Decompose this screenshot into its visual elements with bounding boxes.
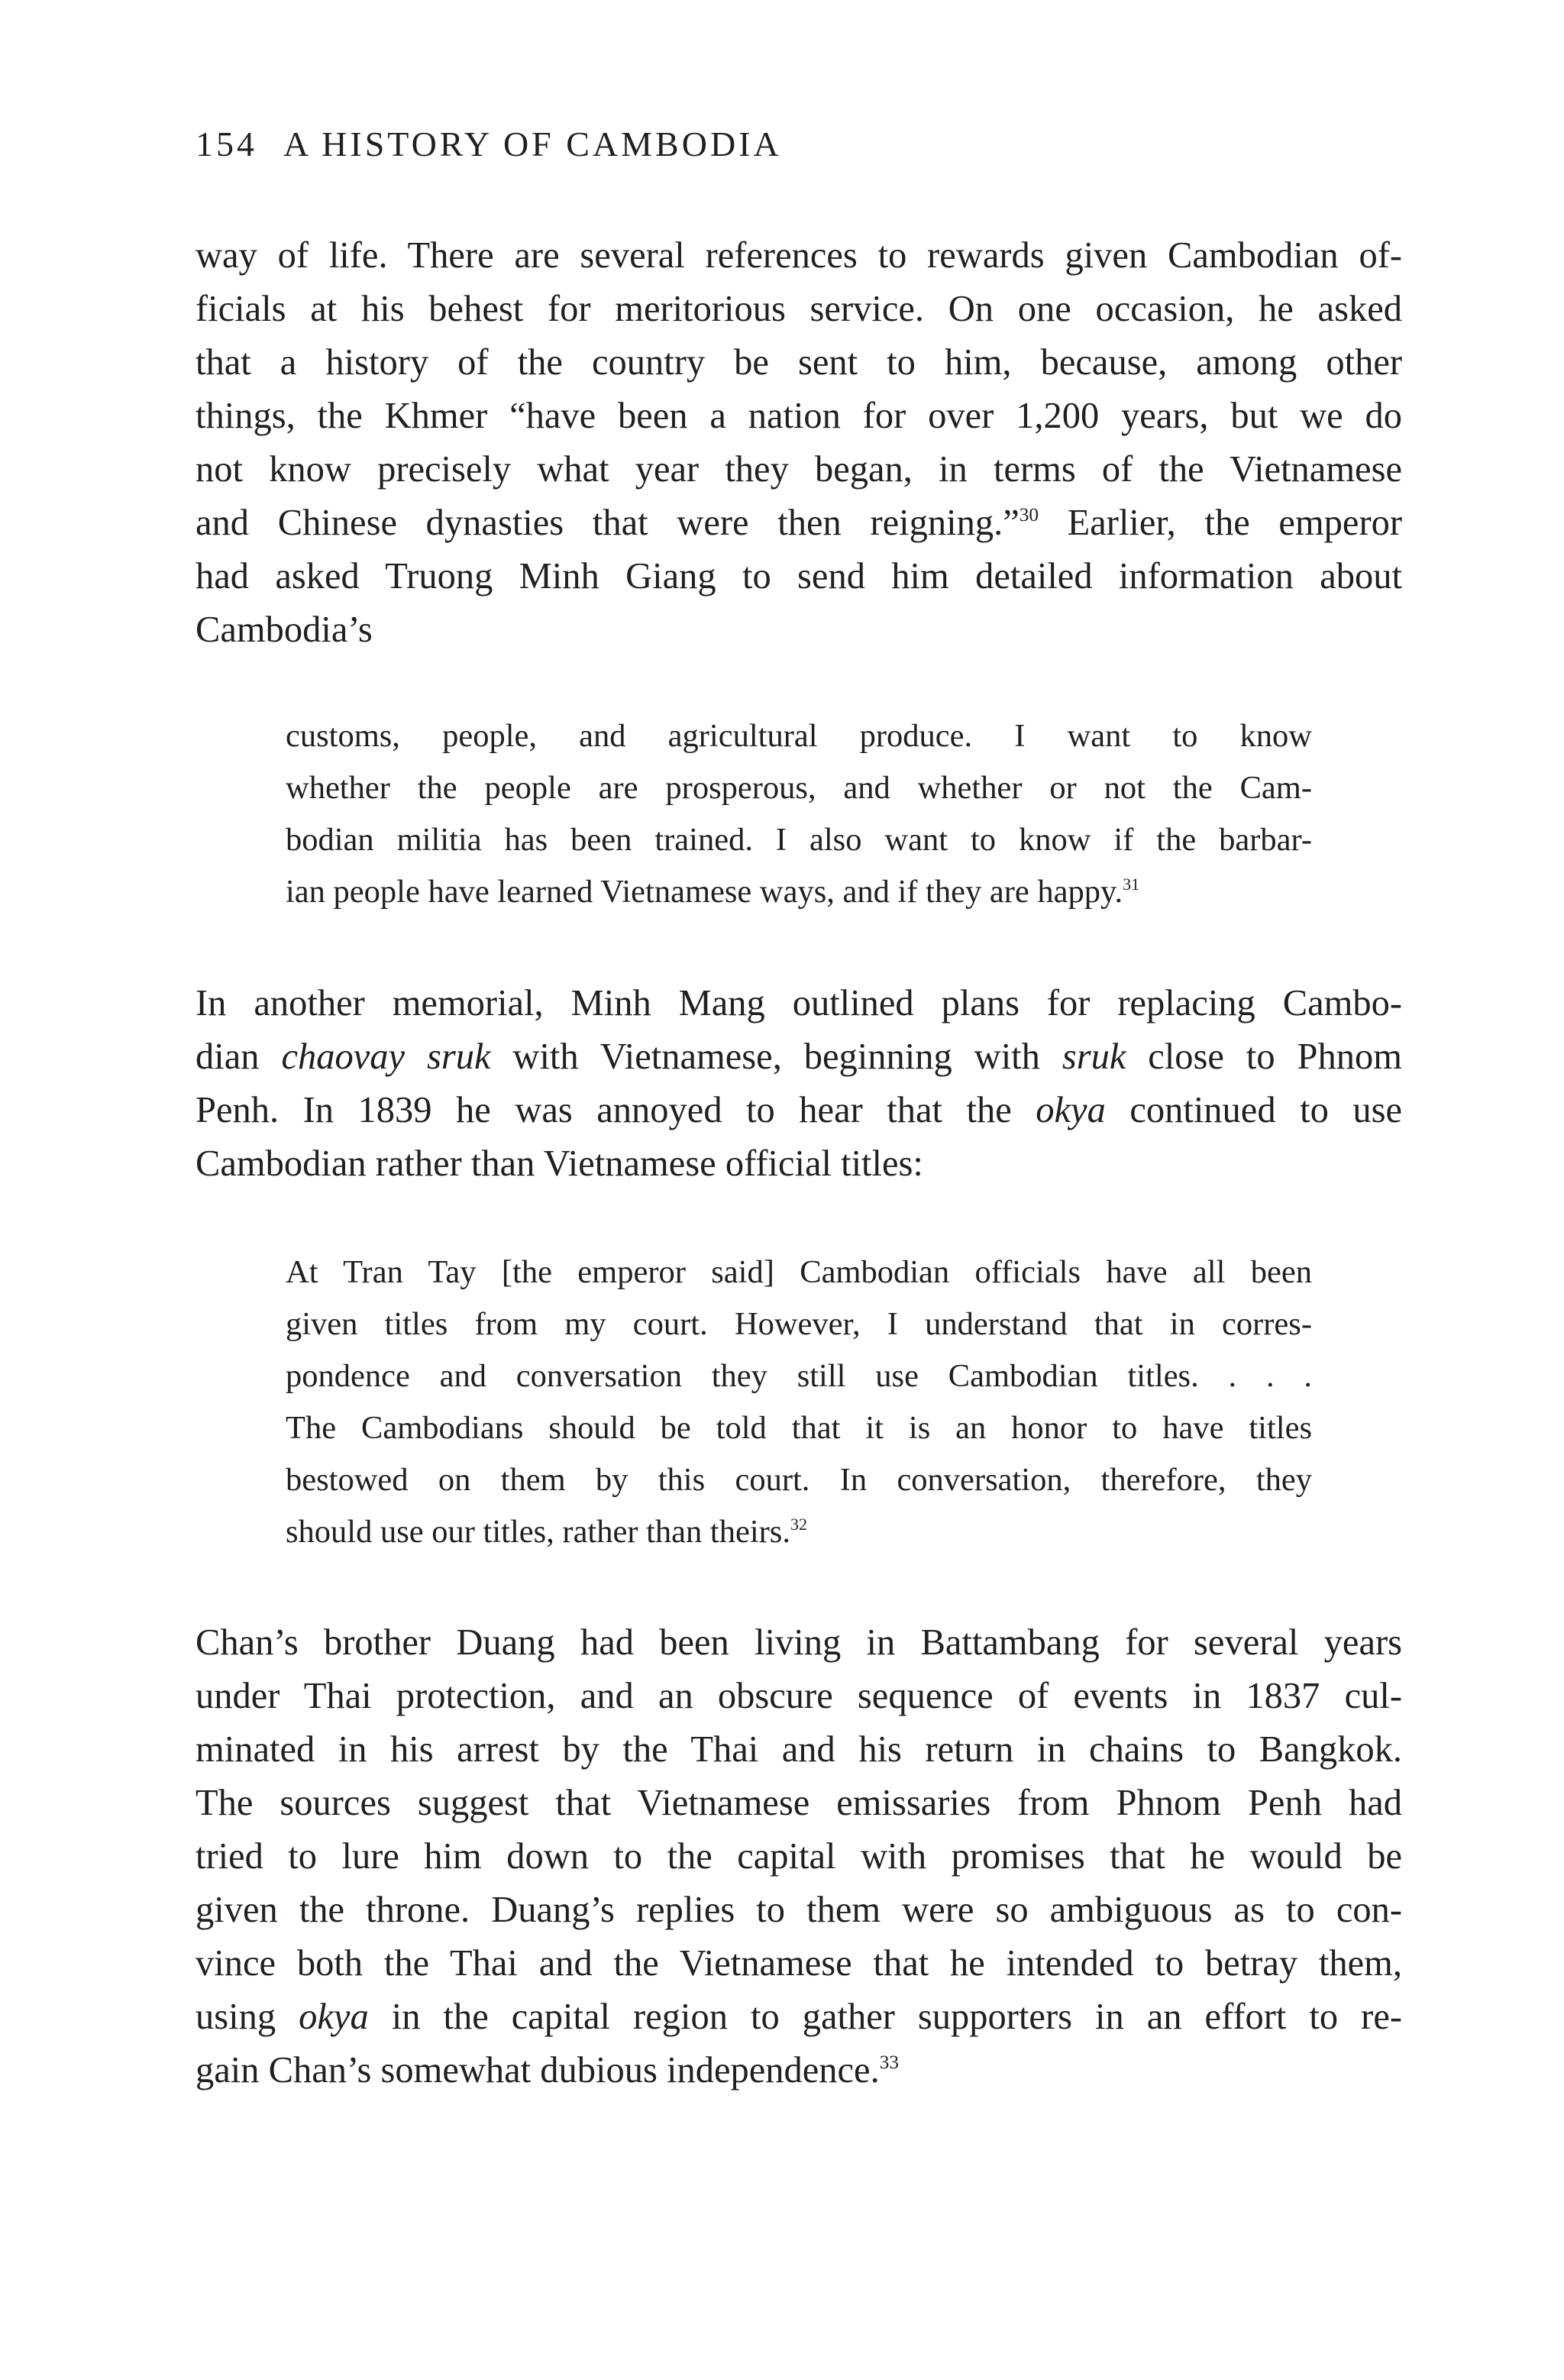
text-run: In another memorial, Minh Mang outlined plans for replacing Cambo- [196,983,1402,1023]
text-line [196,1670,1402,1723]
body-paragraph [196,977,1402,1191]
text-line [196,283,1402,336]
block-quote [286,710,1312,918]
text-run: Cambodian rather than Vietnamese official titles: [196,1143,923,1184]
text-run: that a history of the country be sent to him, because, among other [196,342,1402,383]
text-line [196,443,1402,496]
text-line [286,866,1312,918]
text-line [286,1402,1312,1454]
text-run: The Cambodians should be told that it is an honor to have titles [286,1410,1312,1446]
text-run: under Thai protection, and an obscure sequence of events in 1837 cul- [196,1676,1402,1716]
running-head [196,124,782,163]
text-run: bodian militia has been trained. I also want to know if the barbar- [286,822,1312,858]
text-run: vince both the Thai and the Vietnamese that he intended to betray them, [196,1943,1402,1984]
italic-term: okya [1036,1090,1106,1130]
text-line [286,710,1312,762]
text-run: things, the Khmer “have been a nation for over 1,200 years, but we do [196,396,1402,436]
body-paragraph [196,1616,1402,2097]
text-run: ficials at his behest for meritorious service. On one occasion, he asked [196,289,1402,329]
text-line [196,229,1402,283]
text-line [196,2044,1402,2097]
text-run: minated in his arrest by the Thai and his return in chains to Bangkok. [196,1729,1402,1770]
text-run: close to Phnom [1126,1036,1402,1077]
text-run: had asked Truong Minh Giang to send him detailed information about [196,556,1402,597]
text-line [196,977,1402,1030]
text-line [196,496,1402,550]
italic-term: sruk [1062,1036,1126,1077]
text-run: and Chinese dynasties that were then reigning.” [196,503,1020,543]
text-run: not know precisely what year they began, in terms of the Vietnamese [196,449,1402,490]
text-line [196,1030,1402,1084]
text-run: Earlier, the emperor [1038,503,1403,543]
text-line [196,1137,1402,1191]
text-run: whether the people are prosperous, and whether or not the Cam- [286,770,1312,806]
text-line [286,814,1312,866]
italic-term: chaovay sruk [281,1036,491,1077]
text-run: At Tran Tay [the emperor said] Cambodian officials have all been [286,1254,1312,1290]
text-run: bestowed on them by this court. In conversation, therefore, they [286,1462,1312,1498]
text-line [196,390,1402,443]
text-line [196,1777,1402,1830]
text-run: gain Chan’s somewhat dubious independence. [196,2050,880,2091]
running-head-title: A HISTORY OF CAMBODIA [283,124,782,163]
text-run: in the capital region to gather supporters in an effort to re- [368,1997,1402,2037]
text-line [196,1084,1402,1137]
text-line [196,1723,1402,1777]
text-run: pondence and conversation they still use Cambodian titles. . . . [286,1358,1312,1394]
text-line [196,1884,1402,1937]
body-paragraph [196,229,1402,657]
text-run: way of life. There are several references to rewards given Cambodian of- [196,235,1402,276]
text-line [196,1937,1402,1990]
text-line [286,1298,1312,1350]
text-line [286,1350,1312,1402]
text-run: Penh. In 1839 he was annoyed to hear that the [196,1090,1036,1130]
text-line [196,603,1402,657]
text-run: The sources suggest that Vietnamese emissaries from Phnom Penh had [196,1783,1402,1823]
text-run: should use our titles, rather than theirs. [286,1514,790,1550]
text-run: continued to use [1105,1090,1402,1130]
italic-term: okya [299,1997,369,2037]
footnote-ref: 31 [1123,875,1140,894]
footnote-ref: 32 [790,1515,808,1534]
text-line [286,1247,1312,1298]
text-run: Chan’s brother Duang had been living in Battambang for several years [196,1622,1402,1663]
block-quote [286,1247,1312,1558]
text-run: Cambodia’s [196,610,373,650]
footnote-ref: 33 [879,2052,899,2073]
text-line [196,336,1402,390]
page-number: 154 [196,124,257,163]
text-run: dian [196,1036,282,1077]
text-run: customs, people, and agricultural produce. I want to know [286,718,1312,754]
text-run: given titles from my court. However, I understand that in corres- [286,1306,1312,1342]
text-line [196,1616,1402,1670]
text-run: with Vietnamese, beginning with [490,1036,1062,1077]
text-run: ian people have learned Vietnamese ways, and if they are happy. [286,874,1123,910]
text-line [196,550,1402,603]
text-line [196,1990,1402,2044]
text-line [286,1506,1312,1558]
text-line [286,1454,1312,1506]
footnote-ref: 30 [1019,504,1039,525]
text-run: using [196,1997,299,2037]
text-run: tried to lure him down to the capital with promises that he would be [196,1836,1402,1877]
text-line [286,762,1312,814]
text-run: given the throne. Duang’s replies to them were so ambiguous as to con- [196,1890,1402,1930]
text-line [196,1830,1402,1884]
